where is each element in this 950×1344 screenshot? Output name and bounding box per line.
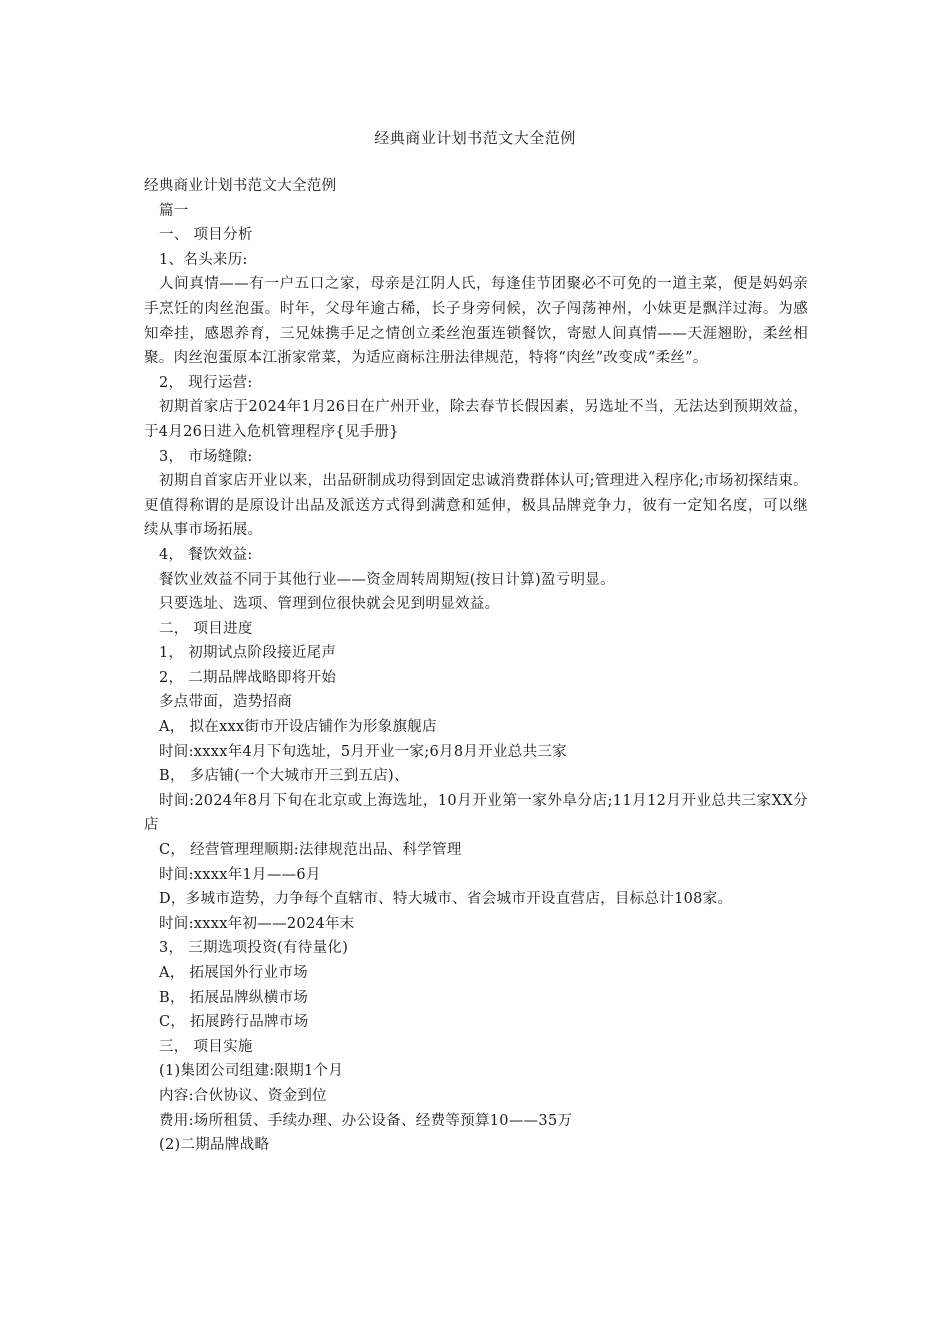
subsection-heading: 1、名头来历: bbox=[159, 251, 248, 268]
list-item: D，多城市造势，力争每个直辖市、特大城市、省会城市开设直营店，目标总计108家。 bbox=[159, 891, 733, 908]
paragraph: 初期首家店于2024年1月26日在广州开业，除去春节长假因素，另选址不当，无法达到预期效益，于4月26日进入危机管理程序{见手册} bbox=[144, 399, 808, 440]
text-line: 内容:合伙协议、资金到位 bbox=[159, 1087, 327, 1104]
list-item: C， 拓展跨行品牌市场 bbox=[159, 1014, 309, 1031]
text-line: 时间:xxxx年1月——6月 bbox=[159, 866, 321, 883]
list-item: C， 经营管理理顺期:法律规范出品、科学管理 bbox=[159, 842, 462, 859]
document-body bbox=[144, 174, 808, 1158]
text-line: 多点带面，造势招商 bbox=[159, 694, 293, 711]
list-item: 2， 二期品牌战略即将开始 bbox=[159, 669, 337, 686]
text-line: 时间:xxxx年4月下旬选址，5月开业一家;6月8月开业总共三家 bbox=[159, 743, 567, 760]
text-line: 只要选址、选项、管理到位很快就会见到明显效益。 bbox=[159, 596, 500, 613]
section-heading: 二， 项目进度 bbox=[159, 620, 253, 637]
paragraph: 时间:2024年8月下旬在北京或上海选址，10月开业第一家外阜分店;11月12月开业总共三家XX分店 bbox=[144, 792, 808, 834]
text-line: 费用:场所租赁、手续办理、办公设备、经费等预算10——35万 bbox=[159, 1112, 573, 1129]
list-item: B， 多店铺(一个大城市开三到五店)、 bbox=[159, 768, 409, 785]
subsection-heading: 4， 餐饮效益: bbox=[159, 546, 253, 563]
list-item: (1)集团公司组建:限期1个月 bbox=[159, 1063, 344, 1080]
list-item: A， 拓展国外行业市场 bbox=[159, 965, 308, 981]
section-label: 篇一 bbox=[159, 202, 189, 219]
list-item: 3， 三期选项投资(有待量化) bbox=[159, 940, 349, 957]
text-line: 餐饮业效益不同于其他行业——资金周转周期短(按日计算)盈亏明显。 bbox=[159, 571, 615, 588]
section-heading: 三， 项目实施 bbox=[159, 1038, 253, 1055]
text-line: 时间:xxxx年初——2024年末 bbox=[159, 915, 355, 932]
section-heading: 一、 项目分析 bbox=[159, 227, 253, 244]
paragraph: 初期自首家店开业以来，出品研制成功得到固定忠诚消费群体认可;管理进入程序化;市场初探结束。更值得称谓的是原设计出品及派送方式得到满意和延伸，极具品牌竞争力，彼有一定知名度，可以继续从事市场拓展。 bbox=[144, 473, 808, 539]
document-title: 经典商业计划书范文大全范例 bbox=[374, 129, 576, 147]
list-item: B， 拓展品牌纵横市场 bbox=[159, 989, 309, 1006]
list-item: 1， 初期试点阶段接近尾声 bbox=[159, 645, 337, 662]
subsection-heading: 2， 现行运营: bbox=[159, 374, 253, 391]
subsection-heading: 3， 市场缝隙: bbox=[159, 448, 253, 465]
body-heading: 经典商业计划书范文大全范例 bbox=[144, 178, 337, 194]
list-item: A， 拟在xxx街市开设店铺作为形象旗舰店 bbox=[159, 719, 437, 736]
paragraph: 人间真情——有一户五口之家，母亲是江阴人氏，每逢佳节团聚必不可免的一道主菜，便是妈妈亲手烹饪的肉丝泡蛋。时年，父母年逾古稀，长子身旁伺候，次子闯荡神州，小妹更是飘洋过海。为感知牵挂，感恩养育，三兄妹携手足之情创立柔丝泡蛋连锁餐饮，寄慰人间真情——天涯翘盼，柔丝相聚。肉丝泡蛋原本江浙家常菜，为适应商标注册法律规范，特将“肉丝”改变成“柔丝”。 bbox=[144, 276, 808, 367]
list-item: (2)二期品牌战略 bbox=[159, 1137, 270, 1154]
